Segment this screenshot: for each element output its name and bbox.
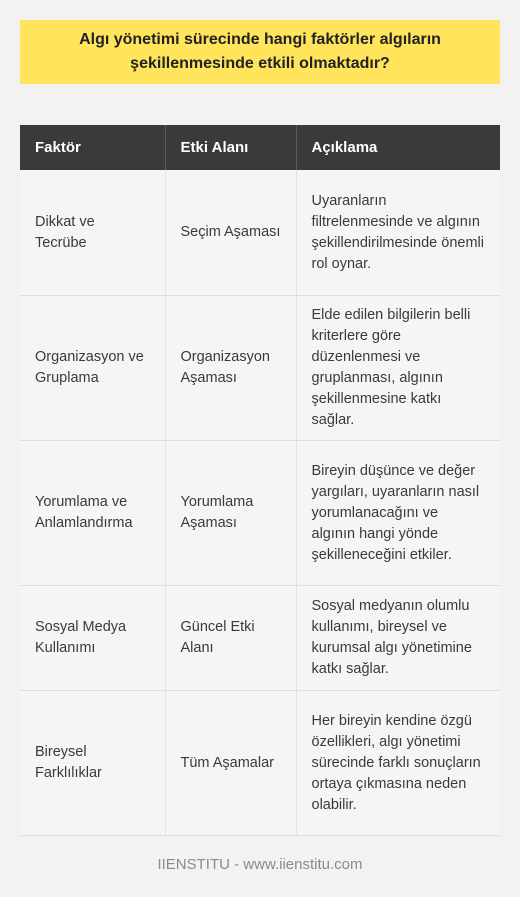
table-row xyxy=(20,170,500,296)
description-cell: Her bireyin kendine özgü özellikleri, algı yönetimi sürecinde farklı sonuçların ortaya çıkmasına neden olabilir. xyxy=(296,691,500,836)
table-row xyxy=(20,691,500,836)
factor-cell: Yorumlama ve Anlamlandırma xyxy=(20,441,165,586)
header-row xyxy=(20,125,500,170)
table-row xyxy=(20,586,500,691)
table-row xyxy=(20,441,500,586)
factor-cell: Dikkat ve Tecrübe xyxy=(20,170,165,296)
description-cell: Bireyin düşünce ve değer yargıları, uyaranların nasıl yorumlanacağını ve algının hangi yönde şekilleneceğini etkiler. xyxy=(296,441,500,586)
column-header-factor: Faktör xyxy=(20,125,165,170)
area-cell: Organizasyon Aşaması xyxy=(165,296,296,441)
table-body xyxy=(20,170,500,836)
page-title: Algı yönetimi sürecinde hangi faktörler algıların şekillenmesinde etkili olmaktadır? xyxy=(79,31,441,72)
title-banner xyxy=(20,20,500,84)
table-header xyxy=(20,125,500,170)
area-cell: Güncel Etki Alanı xyxy=(165,586,296,691)
factor-cell: Bireysel Farklılıklar xyxy=(20,691,165,836)
table-row xyxy=(20,296,500,441)
column-header-area: Etki Alanı xyxy=(165,125,296,170)
footer-credit: IIENSTITU - www.iienstitu.com xyxy=(157,856,363,873)
factors-table xyxy=(20,125,500,836)
factor-cell: Organizasyon ve Gruplama xyxy=(20,296,165,441)
area-cell: Tüm Aşamalar xyxy=(165,691,296,836)
description-cell: Uyaranların filtrelenmesinde ve algının şekillendirilmesinde önemli rol oynar. xyxy=(296,170,500,296)
description-cell: Sosyal medyanın olumlu kullanımı, bireysel ve kurumsal algı yönetimine katkı sağlar. xyxy=(296,586,500,691)
area-cell: Seçim Aşaması xyxy=(165,170,296,296)
area-cell: Yorumlama Aşaması xyxy=(165,441,296,586)
description-cell: Elde edilen bilgilerin belli kriterlere göre düzenlenmesi ve gruplanması, algının şekillenmesine katkı sağlar. xyxy=(296,296,500,441)
factor-cell: Sosyal Medya Kullanımı xyxy=(20,586,165,691)
column-header-description: Açıklama xyxy=(296,125,500,170)
